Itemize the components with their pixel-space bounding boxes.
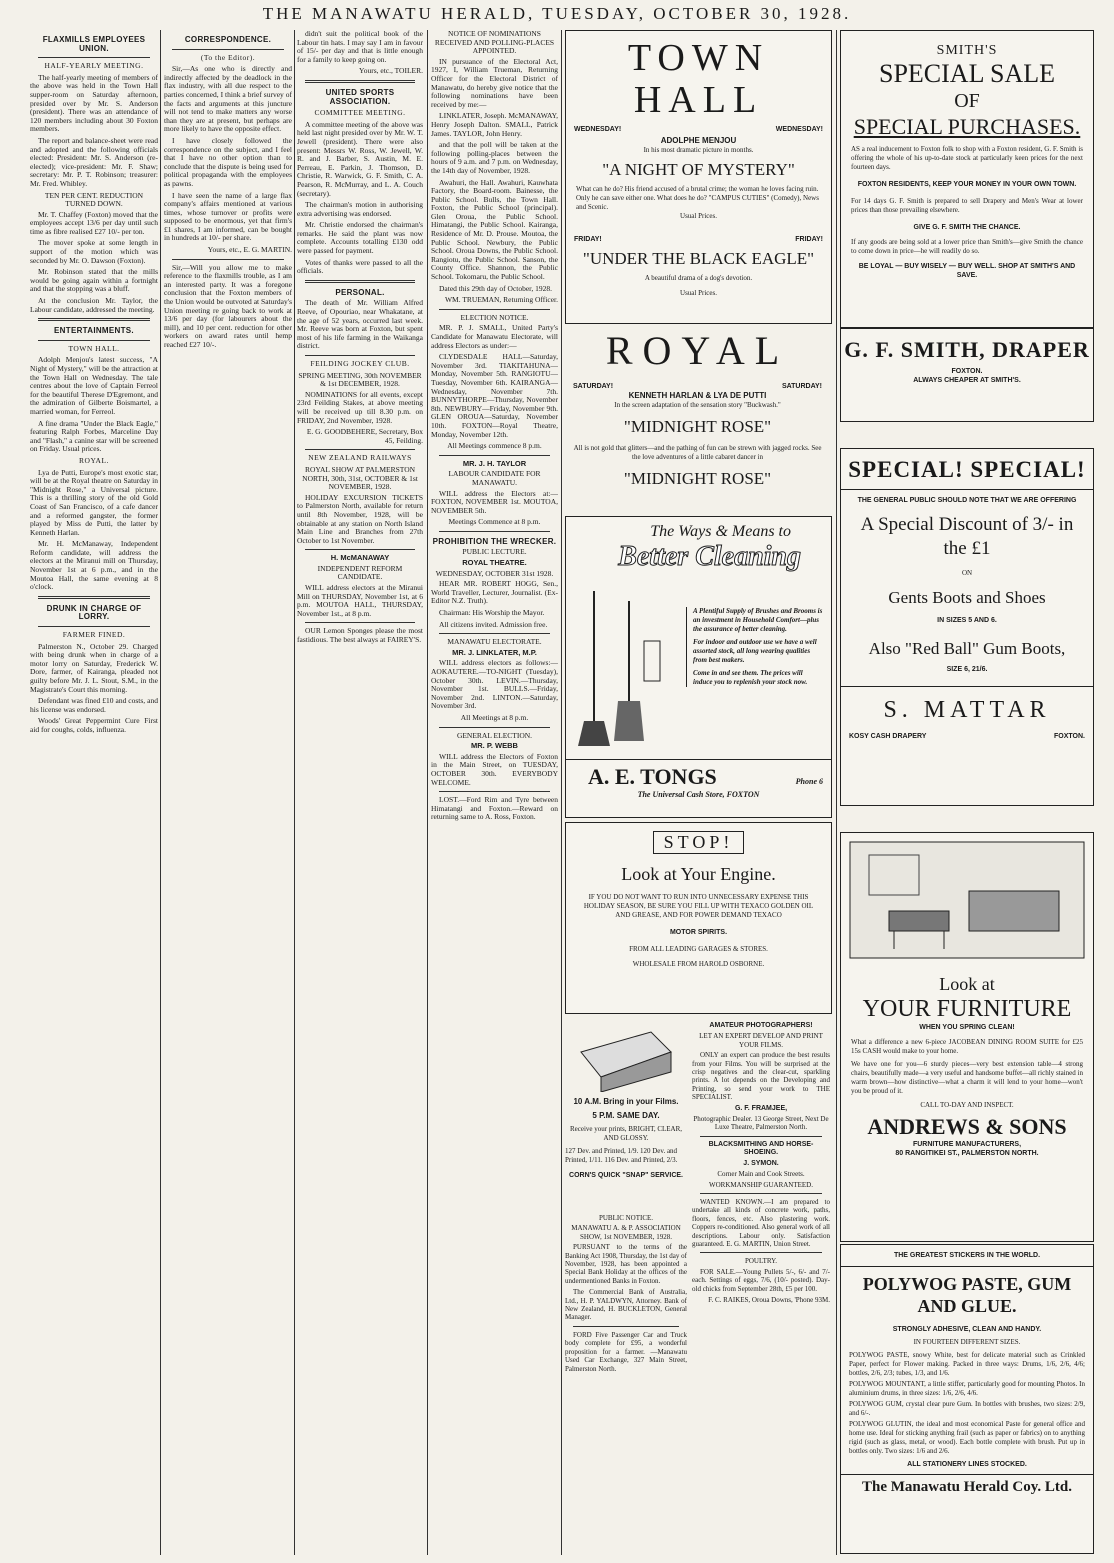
special-text: THE GENERAL PUBLIC SHOULD NOTE THAT WE ARE OFFERING bbox=[857, 497, 1077, 504]
mattar-town: FOXTON. bbox=[1054, 733, 1085, 740]
amateur-subtitle: LET AN EXPERT DEVELOP AND PRINT YOUR FILMS. bbox=[699, 1032, 823, 1049]
public-notice-paragraph: PURSUANT to the terms of the Banking Act 1908, Thursday, the 1st day of November, 1928, has been appointed a Special Bank Holiday at the offices of the undermentioned Banks in Foxton. bbox=[565, 1243, 687, 1285]
notice-paragraph: All Meetings commence 8 p.m. bbox=[447, 441, 542, 451]
article-paragraph: Mr. H. McManaway, Independent Reform candidate, will address the electors at the Miranui mill on Thursday, November 1st at 6 p.m., and in the Moutoa Hall, the same evening at 8 o'clock. bbox=[30, 539, 158, 592]
masthead: THE MANAWATU HERALD, TUESDAY, OCTOBER 30, 1928. bbox=[262, 4, 852, 23]
stop-paragraph: MOTOR SPIRITS. bbox=[669, 929, 728, 936]
public-notice-subtitle: MANAWATU A. & P. ASSOCIATION SHOW, 1st NOVEMBER, 1928. bbox=[571, 1224, 681, 1241]
article-paragraph: Sir,—Will you allow me to make reference to the flaxmills trouble, as I am an interested party. It was a foregone conclusion that the Foxton members of the Union would be outvoted at Saturday's Union meeting re going back to work at 13/6 per day (for labourers about the mill), and 10 per cent. reduction for other workers on award rates until hemp reached £27 10/-. bbox=[164, 262, 292, 349]
article-paragraph: Sir,—As one who is directly and indirectly affected by the deadlock in the flax industry, with all due respect to the parties concerned, I think a brief survey of the facts and arguments at this juncture will not tend to make matters any worse than they are at present, but perhaps are more likely to have the opposite effect. bbox=[164, 64, 292, 134]
article-paragraph: At the conclusion Mr. Taylor, the Labour candidate, addressed the meeting. bbox=[30, 296, 158, 314]
wanted-notice: WANTED KNOWN.—I am prepared to undertake all kinds of concrete work, paths, floors, fences, etc. Also plastering work. Coppers re-conditioned. Also general work of all descriptions. Labour only. Satisfaction guaranteed. E. G. MARTIN, Union Street. bbox=[692, 1197, 830, 1248]
notice-title: FEILDING JOCKEY CLUB. bbox=[310, 359, 410, 368]
notice-paragraph: WILL address electors at the Miranui Mill on THURSDAY, November 1st, at 6 p.m. MOUTOA HALL, THURSDAY, November 1st., at 8 p.m. bbox=[297, 583, 423, 618]
mattar-ad bbox=[840, 448, 1094, 806]
star-name: ADOLPHE MENJOU bbox=[660, 136, 737, 145]
blacksmith-text: WORKMANSHIP GUARANTEED. bbox=[709, 1180, 813, 1189]
day-label: FRIDAY! bbox=[574, 236, 602, 243]
tongs-address: The Universal Cash Store, FOXTON bbox=[637, 790, 760, 799]
article-paragraph: Woods' Great Peppermint Cure First aid for coughs, colds, influenza. bbox=[30, 716, 158, 734]
article-paragraph: A committee meeting of the above was held last night presided over by Mr. W. T. Jewell (president). There were also present: Messrs W. Ross, W. Jewell, W. R. and J. Barber, S. Austin, M. E. Perreau, E. Parkin, J. Thomson, D. Christie, R. Warwick, G. F. Smith, C. A. Pearson, R. McMurray, and L. A. Couch (secretary). bbox=[297, 119, 423, 198]
poultry-notice: FOR SALE.—Young Pullets 5/-, 6/- and 7/- each. Settings of eggs, 7/6, (10/- posted). Day-old chicks from September 28th, £5 per 100. bbox=[692, 1267, 830, 1293]
article-paragraph: The chairman's motion in authorising extra advertising was endorsed. bbox=[297, 200, 423, 218]
tongs-text: Come in and see them. The prices will induce you to replenish your stock now. bbox=[693, 669, 808, 686]
notice-paragraph: WILL address the Electors at:— FOXTON, NOVEMBER 1st. MOUTOA, NOVEMBER 5th. bbox=[431, 488, 558, 515]
article-paragraph: Defendant was fined £10 and costs, and his license was endorsed. bbox=[30, 696, 158, 714]
amateur-address: Photographic Dealer. 13 George Street, Next De Luxe Theatre, Palmerston North. bbox=[693, 1115, 829, 1132]
article-paragraph: Mr. T. Chaffey (Foxton) moved that the employees accept 13/6 per day until such time as fibre realised £27 10/- per ton. bbox=[30, 209, 158, 236]
broom-illustration bbox=[574, 581, 664, 751]
stop-paragraph: FROM ALL LEADING GARAGES & STORES. bbox=[629, 945, 768, 953]
furniture-paragraph: We have one for you—6 sturdy pieces—very best extension table—4 strong chairs, beautifully made—a very useful and handsome buffet—all richly stained in warm brown—how distinctive—what a charm it will lend to your home—won't you be proud of it. bbox=[851, 1060, 1083, 1095]
notice-subtitle: ROYAL SHOW AT PALMERSTON NORTH, 30th, 31st, OCTOBER & 1st NOVEMBER, 1928. bbox=[302, 464, 418, 492]
notice-paragraph: All citizens invited. Admission free. bbox=[439, 619, 548, 629]
article-paragraph: The mover spoke at some length in support of the motion which was seconded by Mr. O. Dawson (Foxton). bbox=[30, 238, 158, 265]
notice-title: MANAWATU ELECTORATE. bbox=[447, 637, 542, 647]
notice-paragraph: All Meetings at 8 p.m. bbox=[460, 712, 529, 722]
special-text: SIZE 6, 21/6. bbox=[946, 666, 988, 673]
amateur-paragraph: ONLY an expert can produce the best results from your Films. You will be surprised at the crisp negatives and the clear-cut, sparkling prints. A lot depends on the Developing and Printing, so send your work to THE SPECIALIST. bbox=[692, 1051, 830, 1102]
poultry-title: POULTRY. bbox=[744, 1257, 778, 1266]
special-title: SPECIAL! SPECIAL! bbox=[848, 457, 1086, 482]
notice-title: NOTICE OF NOMINATIONS RECEIVED AND POLLING-PLACES APPOINTED. bbox=[434, 30, 555, 56]
notice-paragraph: Meetings Commence at 8 p.m. bbox=[448, 517, 541, 527]
notice-paragraph: CLYDESDALE HALL—Saturday, November 3rd. TIAKITAHUNA—Monday, November 5th. RANGIOTU—Tuesday, November 6th. KAIRANGA—Wednesday, November 7th. BUNNYTHORPE—Thursday, November 8th. NEWBURY—Friday, November 9th. GLEN OROUA—Saturday, November 10th. FOXTON—Royal Theatre, Monday, November 12th. bbox=[431, 352, 558, 439]
stop-paragraph: WHOLESALE FROM HAROLD OSBORNE. bbox=[632, 960, 765, 968]
smith-title: OF bbox=[954, 90, 980, 112]
corn-text: 127 Dev. and Printed, 1/9. 120 Dev. and Printed, 1/11. 116 Dev. and Printed, 2/3. bbox=[565, 1147, 678, 1164]
notice-paragraph: NOMINATIONS for all events, except 23rd Feilding Stakes, at above meeting will be received up till 8.30 p.m. on FRIDAY, 2nd November, 1928. bbox=[297, 389, 423, 425]
furniture-paragraph: CALL TO-DAY AND INSPECT. bbox=[920, 1101, 1014, 1109]
notice-subtitle: INDEPENDENT REFORM CANDIDATE. bbox=[317, 563, 403, 582]
signature: WM. TRUEMAN, Returning Officer. bbox=[444, 295, 558, 305]
tongs-text: A Plentiful Supply of Brushes and Brooms is an investment in Household Comfort—plus the assurance of better cleaning. bbox=[693, 607, 823, 633]
column-rule bbox=[294, 30, 295, 1555]
amateur-name: G. F. FRAMJEE, bbox=[734, 1104, 788, 1112]
corn-text: Receive your prints, BRIGHT, CLEAR, AND GLOSSY. bbox=[569, 1125, 683, 1142]
special-text: Gents Boots and Shoes bbox=[888, 588, 1046, 607]
smith-paragraph: GIVE G. F. SMITH THE CHANCE. bbox=[913, 224, 1021, 231]
andrews-subtitle: FURNITURE MANUFACTURERS, bbox=[912, 1141, 1022, 1148]
special-text: IN SIZES 5 AND 6. bbox=[937, 617, 997, 624]
notice-paragraph: LOST.—Ford Rim and Tyre between Himatangi and Foxton.—Reward on returning same to A. Ross, Foxton. bbox=[431, 795, 558, 822]
notice-paragraph: Awahuri, the Hall. Awahuri, Kauwhata Factory, the Board-room. Bainesse, the Public School. Bulls, the Town Hall. Foxton, the Public School (principal). Glen Oroua, the Public School. Himatangi, the Public School. Kairanga, Residence of Mr. D. Prouse. Moutoa, the Public School. Newbury, the Public School. Oroua Downs, the Public School. Rangiotu, the Public School. Sanson, the County Office. Shannon, the Public School. Tokomaru, the Public School. bbox=[431, 177, 558, 282]
day-label: FRIDAY! bbox=[795, 236, 823, 243]
candidate-name: H. McMANAWAY bbox=[330, 553, 390, 563]
mattar-shop: KOSY CASH DRAPERY bbox=[849, 733, 927, 740]
smith-paragraph: AS a real inducement to Foxton folk to shop with a Foxton resident, G. F. Smith is offering the whole of his up-to-date stock at particularly keen prices for the next fourteen days. bbox=[851, 145, 1083, 171]
notice-paragraph: LINKLATER, Joseph. McMANAWAY, Henry Joseph Dalton. SMALL, Patrick James. TAYLOR, John Henry. bbox=[431, 111, 558, 138]
public-notice-paragraph: The Commercial Bank of Australia, Ltd., H. P. YALDWYN, Attorney. Bank of New Zealand, H. BUCKLETON, General Manager. bbox=[565, 1288, 687, 1322]
article-paragraph: I have closely followed the correspondence on the subject, and I feel that I have no other option than to conclude that the dispute is being used for political propaganda with the employees as pawns. bbox=[164, 135, 292, 188]
notice-paragraph: MR. P. J. SMALL, United Party's Candidate for Manawatu Electorate, will address Electors as under:— bbox=[431, 323, 558, 350]
notice-paragraph: IN pursuance of the Electoral Act, 1927, I, William Trueman, Returning Officer for the Electoral District of Manawatu, do hereby give notice that the following nominations have been received by me:— bbox=[431, 56, 558, 109]
royal-title: ROYAL bbox=[605, 328, 790, 373]
candidate-name: MR. P. WEBB bbox=[471, 741, 518, 751]
article-paragraph: Lya de Putti, Europe's most exotic star, will be at the Royal theatre on Saturday in "Midnight Rose," a Universal picture. This is a thrilling story of the old Gold Coast of San Francisco, of a cafe dancer and a reformed gangster, the former played by Miss de Putti, the latter by Kenneth Harlan. bbox=[30, 467, 158, 537]
polywog-paragraph: ALL STATIONERY LINES STOCKED. bbox=[907, 1461, 1027, 1468]
polywog-sizes: IN FOURTEEN DIFFERENT SIZES. bbox=[913, 1338, 1021, 1346]
notice-subtitle: PUBLIC LECTURE. bbox=[462, 547, 527, 557]
day-label: SATURDAY! bbox=[573, 383, 614, 390]
notice-subtitle: SPRING MEETING, 30th NOVEMBER & 1st DECEMBER, 1928. bbox=[298, 370, 422, 389]
corn-ad bbox=[565, 1018, 687, 1210]
special-text: ON bbox=[961, 569, 973, 577]
royal-ad bbox=[565, 326, 830, 512]
column-5-right bbox=[692, 1022, 830, 1552]
smith-paragraph: FOXTON RESIDENTS, KEEP YOUR MONEY IN YOUR OWN TOWN. bbox=[857, 181, 1077, 188]
column-2 bbox=[164, 30, 292, 1555]
polywog-top: THE GREATEST STICKERS IN THE WORLD. bbox=[893, 1252, 1041, 1259]
corn-text: CORN'S QUICK "SNAP" SERVICE. bbox=[569, 1172, 683, 1179]
town-hall-title: TOWN HALL bbox=[627, 37, 770, 121]
article-subtitle: FARMER FINED. bbox=[62, 630, 126, 640]
special-text: Also "Red Ball" Gum Boots, bbox=[868, 639, 1066, 658]
film-title: "A NIGHT OF MYSTERY" bbox=[602, 160, 795, 179]
gfs-subtitle: ALWAYS CHEAPER AT SMITH'S. bbox=[913, 377, 1021, 384]
furniture-subtitle: WHEN YOU SPRING CLEAN! bbox=[919, 1024, 1015, 1031]
stop-title: STOP! bbox=[653, 831, 745, 854]
blacksmith-name: J. SYMON. bbox=[743, 1159, 779, 1167]
tongs-heading: The Ways & Means to bbox=[650, 523, 791, 540]
prices: Usual Prices. bbox=[680, 212, 717, 220]
column-3 bbox=[297, 30, 423, 1555]
star-name: KENNETH HARLAN & LYA DE PUTTI bbox=[628, 391, 767, 400]
article-paragraph: A fine drama "Under the Black Eagle," featuring Ralph Forbes, Marceline Day and "Flash," a canine star will be screened on Friday. Usual prices. bbox=[30, 418, 158, 454]
film-title: "MIDNIGHT ROSE" bbox=[623, 469, 772, 488]
polywog-paragraph: POLYWOG PASTE, snowy White, best for delicate material such as Crinkled Paper, perfect for Flower making. Packed in three ways: Drums, 1/6, 2/6, 4/6; bottles, 2/6, 2/3; tubes, 1/3, and 1/6. bbox=[849, 1351, 1085, 1377]
film-title: "UNDER THE BLACK EAGLE" bbox=[582, 249, 815, 268]
film-title: "MIDNIGHT ROSE" bbox=[623, 417, 772, 436]
furniture-title: YOUR FURNITURE bbox=[862, 996, 1072, 1022]
texaco-ad bbox=[565, 822, 832, 1014]
gfs-title: G. F. SMITH, DRAPER bbox=[844, 337, 1090, 362]
tongs-heading-large: Better Cleaning bbox=[618, 541, 801, 572]
notice-paragraph: WILL address electors as follows:— AOKAUTERE.—TO-NIGHT (Tuesday), October 30th. LEVIN.—Thursday, November 1st. BULLS.—Friday, November 2nd. LINTON.—Saturday, November 3rd. bbox=[431, 658, 558, 711]
column-4 bbox=[431, 30, 558, 1555]
polywog-subtitle: STRONGLY ADHESIVE, CLEAN AND HANDY. bbox=[892, 1326, 1042, 1333]
polywog-paragraph: POLYWOG GLUTIN, the ideal and most economical Paste for general office and home use. Ideal for sticking anything frail (such as paper or fabrics) on to anything rigid (such as glass, metal, or wood). Each bottle complete with brush. Put up in bottles only. Two sizes: 1/6 and 2/6. bbox=[849, 1420, 1085, 1455]
furniture-look: Look at bbox=[939, 974, 995, 994]
article-subtitle: HALF-YEARLY MEETING. bbox=[44, 61, 144, 71]
article-paragraph: didn't suit the political book of the Labour tin hats. I may say I am in favour of 15/- per day and that is little enough for a family to keep going on. bbox=[297, 30, 423, 64]
mattar-name: S. MATTAR bbox=[883, 697, 1051, 723]
article-paragraph: Mr. Robinson stated that the mills would be going again within a fortnight and that the stopping was a bluff. bbox=[30, 267, 158, 294]
venue: ROYAL THEATRE. bbox=[462, 558, 527, 568]
smith-title: SMITH'S bbox=[936, 43, 998, 58]
tongs-text: For indoor and outdoor use we have a well assorted stock, all long wearing qualities from best makers. bbox=[693, 638, 817, 664]
smith-title: SPECIAL SALE bbox=[879, 59, 1055, 88]
amateur-title: AMATEUR PHOTOGRAPHERS! bbox=[709, 1022, 813, 1029]
signature: F. C. RAIKES, Oroua Downs, 'Phone 93M. bbox=[708, 1295, 830, 1304]
stop-subtitle: Look at Your Engine. bbox=[621, 864, 776, 884]
column-rule bbox=[561, 30, 562, 1555]
corn-text: 10 A.M. Bring in your Films. bbox=[573, 1097, 679, 1106]
furniture-paragraph: What a difference a new 6-piece JACOBEAN DINING ROOM SUITE for £25 15s CASH would make to your home. bbox=[851, 1038, 1083, 1055]
article-paragraph: Mr. Christie endorsed the chairman's remarks. He said the plant was now complete. Accounts totalling £130 odd were passed for payment. bbox=[297, 220, 423, 256]
blacksmith-text: Corner Main and Cook Streets. bbox=[717, 1170, 805, 1179]
column-rule bbox=[836, 30, 837, 1555]
article-subtitle: COMMITTEE MEETING. bbox=[314, 108, 406, 118]
notice-title: GENERAL ELECTION. bbox=[456, 730, 533, 740]
notice-subtitle: LABOUR CANDIDATE FOR MANAWATU. bbox=[448, 469, 541, 487]
article-paragraph: Votes of thanks were passed to all the officials. bbox=[297, 257, 423, 276]
polywog-ad bbox=[840, 1244, 1094, 1554]
article-title: FLAXMILLS EMPLOYEES UNION. bbox=[42, 35, 146, 53]
furniture-illustration bbox=[849, 841, 1085, 959]
article-subtitle: (To the Editor). bbox=[200, 52, 256, 62]
film-description: What can he do? His friend accused of a brutal crime; the woman he loves facing ruin. Only he can save either one. What does he do? "CAMPUS CUTIES" (Comedy), News and Scenic. bbox=[576, 185, 819, 211]
column-5-left bbox=[565, 1214, 687, 1552]
notice-title: NEW ZEALAND RAILWAYS bbox=[308, 453, 412, 463]
tongs-ad bbox=[565, 516, 832, 818]
film-description: All is not gold that glitters—and the pathing of fun can be strewn with jagged rocks. See the love adventures of a little cabaret dancer in bbox=[573, 444, 822, 461]
andrews-address: 80 RANGITIKEI ST., PALMERSTON NORTH. bbox=[895, 1150, 1039, 1157]
smith-paragraph: For 14 days G. F. Smith is prepared to sell Drapery and Men's Wear at lower prices than those prevailing elsewhere. bbox=[851, 197, 1083, 214]
tongs-phone: Phone 6 bbox=[795, 777, 823, 786]
smith-sale-ad bbox=[840, 30, 1094, 422]
signature: Yours, etc., E. G. MARTIN. bbox=[207, 245, 292, 255]
notice-paragraph: HEAR MR. ROBERT HOGG, Sen., World Traveller, Lecturer, Journalist. (Ex-Editor N.Z. Truth). bbox=[431, 579, 558, 606]
town-hall-ad bbox=[565, 30, 832, 324]
notice-title: PROHIBITION THE WRECKER. bbox=[432, 536, 557, 546]
article-title: DRUNK IN CHARGE OF LORRY. bbox=[46, 603, 142, 622]
notice-paragraph: OUR Lemon Sponges please the most fastidious. The best always at FAIREY'S. bbox=[297, 626, 423, 645]
article-title: ENTERTAINMENTS. bbox=[54, 326, 134, 336]
polywog-paragraph: POLYWOG MOUNTANT, a little stiffer, particularly good for mounting Photos. In aluminium drums, in three sizes: 1/6, 2/6, 4/6. bbox=[849, 1380, 1085, 1397]
special-text: A Special Discount of 3/- in the £1 bbox=[860, 514, 1074, 559]
polywog-title: POLYWOG PASTE, GUM AND GLUE. bbox=[862, 1274, 1072, 1316]
stop-paragraph: IF YOU DO NOT WANT TO RUN INTO UNNECESSARY EXPENSE THIS HOLIDAY SEASON, BE SURE YOU FILL UP WITH TEXACO GOLDEN OIL AND GREASE, AND FOR POWER DEMAND TEXACO bbox=[583, 893, 814, 919]
smith-title: SPECIAL PURCHASES. bbox=[853, 114, 1081, 139]
article-paragraph: I have seen the name of a large flax company's affairs mentioned at various times, whose turnover or profits were supposed to be enormous, yet that firm's £1 shares, I am informed, can be bought in hundreds at 10/- per share. bbox=[164, 190, 292, 243]
signature: Yours, etc., TOILER. bbox=[359, 66, 423, 76]
notice-title: ELECTION NOTICE. bbox=[460, 312, 529, 322]
film-note: In his most dramatic picture in months. bbox=[643, 146, 754, 154]
candidate-name: MR. J. H. TAYLOR bbox=[462, 458, 527, 468]
film-note: In the screen adaptation of the sensation story "Buckwash." bbox=[614, 401, 781, 409]
prices: Usual Prices. bbox=[680, 289, 717, 297]
polywog-paragraph: POLYWOG GUM, crystal clear pure Gum. In bottles with brushes, two sizes: 2/9, and 6/-. bbox=[849, 1400, 1085, 1417]
tongs-name: A. E. TONGS bbox=[588, 764, 717, 789]
article-subtitle: ROYAL. bbox=[79, 455, 109, 465]
notice-date: WEDNESDAY, OCTOBER 31st 1928. bbox=[435, 568, 554, 578]
notice-paragraph: WILL address the Electors of Foxton in the Main Street, on TUESDAY, OCTOBER 30th. EVERYBODY WELCOME. bbox=[431, 751, 558, 787]
gfs-town: FOXTON. bbox=[951, 368, 983, 375]
day-label: WEDNESDAY! bbox=[574, 126, 622, 133]
article-paragraph: The death of Mr. William Alfred Reeve, of Opouriao, near Whakatane, at the age of 52 years, occurred last week. Mr. Reeve was born at Foxton, but spent most of his life farming in the Waikanga district. bbox=[297, 298, 423, 351]
herald-name: The Manawatu Herald Coy. Ltd. bbox=[861, 1479, 1072, 1495]
public-notice-title: PUBLIC NOTICE. bbox=[598, 1214, 654, 1222]
signature: E. G. GOODBEHERE, Secretary, Box 45, Feilding. bbox=[306, 427, 423, 445]
article-paragraph: Adolph Menjou's latest success, "A Night of Mystery," will be the attraction at the Town Hall on Wednesday. The tale centres about the love of Captain Ferreol for the beautiful Therese D'Egremont, and the admiration of Gilberte Boismartel, a married woman, for Ferreol. bbox=[30, 355, 158, 416]
article-paragraph: The report and balance-sheet were read and adopted and the following officials elected: President: Mr. S. Anderson (re-elected); vice-president: Mr. F. Shaw; secretary: Mr. P. T. Robinson; treasurer: Mr. Fred. Whibley. bbox=[30, 135, 158, 188]
blacksmith-title: BLACKSMITHING AND HORSE-SHOEING. bbox=[708, 1140, 814, 1157]
notice-paragraph: and that the poll will be taken at the following polling-places between the hours of 9 a.m. and 7 p.m. on Wednesday, the 14th day of November, 1928. bbox=[431, 140, 558, 175]
column-rule bbox=[427, 30, 428, 1555]
notice-paragraph: Dated this 29th day of October, 1928. bbox=[439, 283, 553, 293]
day-label: SATURDAY! bbox=[781, 383, 822, 390]
article-title: PERSONAL. bbox=[335, 287, 385, 297]
article-title: UNITED SPORTS ASSOCIATION. bbox=[325, 87, 395, 106]
smith-paragraph: BE LOYAL — BUY WISELY — BUY WELL. SHOP AT SMITH'S AND SAVE. bbox=[858, 263, 1076, 279]
corn-text: 5 P.M. SAME DAY. bbox=[592, 1111, 660, 1120]
candidate-name: MR. J. LINKLATER, M.P. bbox=[452, 647, 537, 657]
article-subtitle: TEN PER CENT. REDUCTION TURNED DOWN. bbox=[44, 190, 144, 209]
article-paragraph: The half-yearly meeting of members of the above was held in the Town Hall supper-room on Saturday afternoon, presided over by Mr. S. Anderson (president). There was an attendance of 120 members including about 30 Foxton members. bbox=[30, 72, 158, 134]
notice-paragraph: Chairman: His Worship the Mayor. bbox=[439, 608, 545, 618]
article-title: CORRESPONDENCE. bbox=[184, 35, 272, 44]
notice-paragraph: HOLIDAY EXCURSION TICKETS to Palmerston North, available for return until 8th November, 1928, will be obtainable at any station on North Island Main Line and Branches from 27th October to 1st November. bbox=[297, 492, 423, 545]
article-subtitle: TOWN HALL. bbox=[68, 343, 120, 353]
film-description: A beautiful drama of a dog's devotion. bbox=[644, 274, 753, 282]
andrews-ad bbox=[840, 832, 1094, 1242]
film-box-illustration bbox=[571, 1022, 681, 1092]
day-label: WEDNESDAY! bbox=[775, 126, 823, 133]
column-rule bbox=[160, 30, 161, 1555]
smith-paragraph: If any goods are being sold at a lower price than Smith's—give Smith the chance to come down in price—he will readily do so. bbox=[851, 238, 1083, 255]
ford-notice: FORD Five Passenger Car and Truck body complete for £95, a wonderful proposition for a farmer. —Manawatu Used Car Exchange, 327 Main Street, Palmerston North. bbox=[565, 1330, 687, 1373]
andrews-name: ANDREWS & SONS bbox=[867, 1114, 1067, 1139]
article-paragraph: Palmerston N., October 29. Charged with being drunk when in charge of a motor lorry on Saturday, Frederick W. Dore, farmer, of Kairanga, pleaded not guilty before Mr. J. L. Stout, S.M., in the Magistrate's Court this morning. bbox=[30, 641, 158, 694]
column-1 bbox=[30, 30, 158, 1555]
